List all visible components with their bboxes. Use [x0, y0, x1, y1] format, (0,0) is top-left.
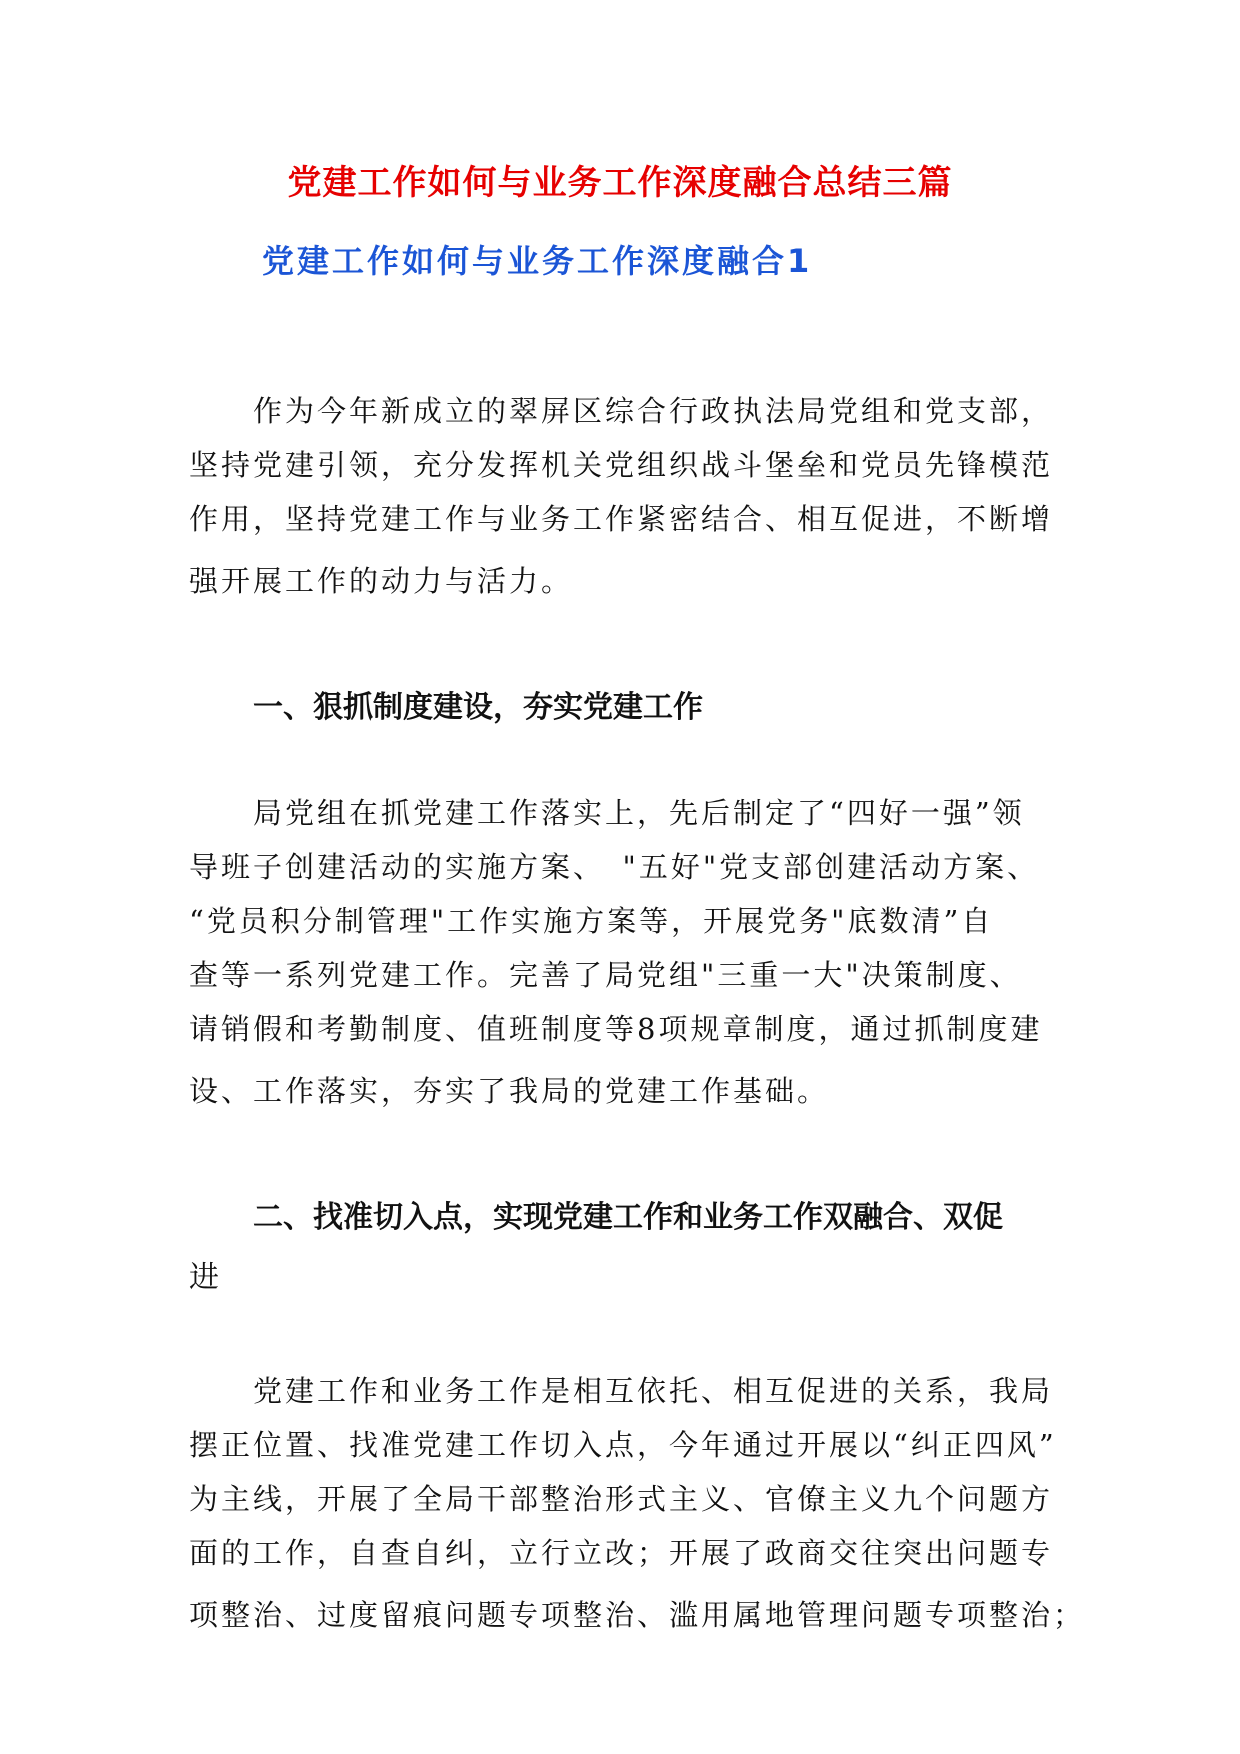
paragraph-line: 强开展工作的动力与活力。 [189, 564, 574, 598]
paragraph-line: 党建工作和业务工作是相互依托、相互促进的关系，我局 [253, 1374, 1054, 1408]
paragraph-line: 面的工作，自查自纠，立行立改；开展了政商交往突出问题专 [189, 1536, 1054, 1570]
paragraph-line: 项整治、过度留痕问题专项整治、滥用属地管理问题专项整治； [189, 1598, 1086, 1632]
paragraph-line: 作用，坚持党建工作与业务工作紧密结合、相互促进，不断增 [189, 502, 1054, 536]
paragraph-line: 局党组在抓党建工作落实上，先后制定了“四好一强”领 [253, 796, 1025, 830]
paragraph-line: 摆正位置、找准党建工作切入点，今年通过开展以“纠正四风” [189, 1428, 1057, 1462]
paragraph-line: “党员积分制管理"工作实施方案等，开展党务"底数清”自 [189, 904, 994, 938]
section2-heading: 二、找准切入点，实现党建工作和业务工作双融合、双促 [253, 1200, 1003, 1235]
paragraph-line: 请销假和考勤制度、值班制度等8项规章制度，通过抓制度建 [189, 1012, 1043, 1046]
paragraph-line: 坚持党建引领，充分发挥机关党组织战斗堡垒和党员先锋模范 [189, 448, 1054, 482]
intro-paragraph [189, 384, 1069, 608]
paragraph-line: 为主线，开展了全局干部整治形式主义、官僚主义九个问题方 [189, 1482, 1054, 1516]
section2-heading-wrap: 进 [189, 1260, 219, 1295]
paragraph-line: 作为今年新成立的翠屏区综合行政执法局党组和党支部， [253, 394, 1054, 428]
document-title: 党建工作如何与业务工作深度融合总结三篇 [287, 163, 953, 203]
section1-paragraph [189, 786, 1069, 1118]
section1-heading: 一、狠抓制度建设，夯实党建工作 [253, 690, 703, 725]
paragraph-line: 设、工作落实，夯实了我局的党建工作基础。 [189, 1074, 830, 1108]
section2-paragraph [189, 1364, 1086, 1642]
document-subtitle: 党建工作如何与业务工作深度融合1 [262, 242, 813, 280]
paragraph-line: 导班子创建活动的实施方案、 "五好"党支部创建活动方案、 [189, 850, 1040, 884]
paragraph-line: 查等一系列党建工作。完善了局党组"三重一大"决策制度、 [189, 958, 1022, 992]
